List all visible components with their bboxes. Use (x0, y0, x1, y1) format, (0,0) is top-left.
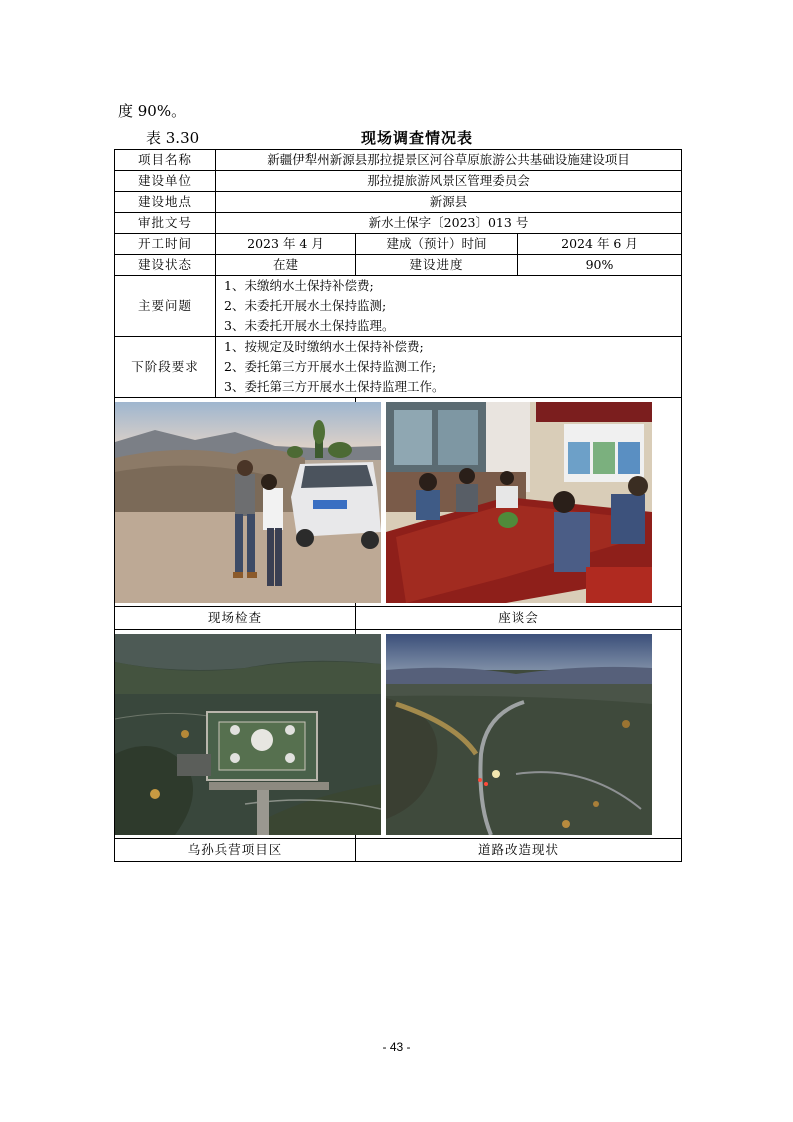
progress-label: 建设进度 (356, 255, 518, 276)
page-number: - 43 - (382, 1040, 411, 1054)
next-steps-list (216, 337, 682, 398)
wusun-camp-photo (115, 634, 381, 835)
table-row (115, 234, 682, 255)
status-label: 建设状态 (115, 255, 216, 276)
site-check-caption: 现场检查 (115, 607, 356, 630)
issue-item: 3、未委托开展水土保持监理。 (224, 318, 395, 333)
site-check-photo (115, 402, 381, 603)
table-row (115, 255, 682, 276)
project-name-value: 新疆伊犁州新源县那拉提景区河谷草原旅游公共基础设施建设项目 (216, 150, 682, 171)
builder-label: 建设单位 (115, 171, 216, 192)
issues-list (216, 276, 682, 337)
progress-value: 90% (518, 255, 682, 276)
road-photo-cell (356, 630, 682, 839)
approval-label: 审批文号 (115, 213, 216, 234)
location-label: 建设地点 (115, 192, 216, 213)
meeting-photo (386, 402, 652, 603)
meeting-caption: 座谈会 (356, 607, 682, 630)
project-name-label: 项目名称 (115, 150, 216, 171)
start-value: 2023 年 4 月 (216, 234, 356, 255)
next-steps-label: 下阶段要求 (115, 337, 216, 398)
table-row (115, 213, 682, 234)
road-photo (386, 634, 652, 835)
issues-label: 主要问题 (115, 276, 216, 337)
table-row (115, 276, 682, 337)
table-row (115, 839, 682, 862)
table-row (115, 337, 682, 398)
table-caption (146, 127, 626, 149)
approval-value: 新水土保字〔2023〕013 号 (216, 213, 682, 234)
road-caption: 道路改造现状 (356, 839, 682, 862)
site-check-photo-cell (115, 398, 356, 607)
photo-row (115, 398, 682, 607)
start-label: 开工时间 (115, 234, 216, 255)
builder-value: 那拉提旅游风景区管理委员会 (216, 171, 682, 192)
issue-item: 1、未缴纳水土保持补偿费; (224, 278, 374, 293)
meeting-photo-cell (356, 398, 682, 607)
wusun-camp-caption: 乌孙兵营项目区 (115, 839, 356, 862)
table-row (115, 171, 682, 192)
next-step-item: 1、按规定及时缴纳水土保持补偿费; (224, 339, 424, 354)
issue-item: 2、未委托开展水土保持监测; (224, 298, 387, 313)
table-row (115, 607, 682, 630)
lead-text: 度 90%。 (118, 102, 187, 120)
end-value: 2024 年 6 月 (518, 234, 682, 255)
table-row (115, 192, 682, 213)
table-row (115, 150, 682, 171)
next-step-item: 3、委托第三方开展水土保持监理工作。 (224, 379, 445, 394)
next-step-item: 2、委托第三方开展水土保持监测工作; (224, 359, 437, 374)
wusun-camp-photo-cell (115, 630, 356, 839)
end-label: 建成（预计）时间 (356, 234, 518, 255)
location-value: 新源县 (216, 192, 682, 213)
table-number: 表 3.30 (146, 129, 200, 147)
table-title: 现场调查情况表 (361, 129, 474, 147)
survey-table (114, 149, 682, 862)
status-value: 在建 (216, 255, 356, 276)
photo-row (115, 630, 682, 839)
